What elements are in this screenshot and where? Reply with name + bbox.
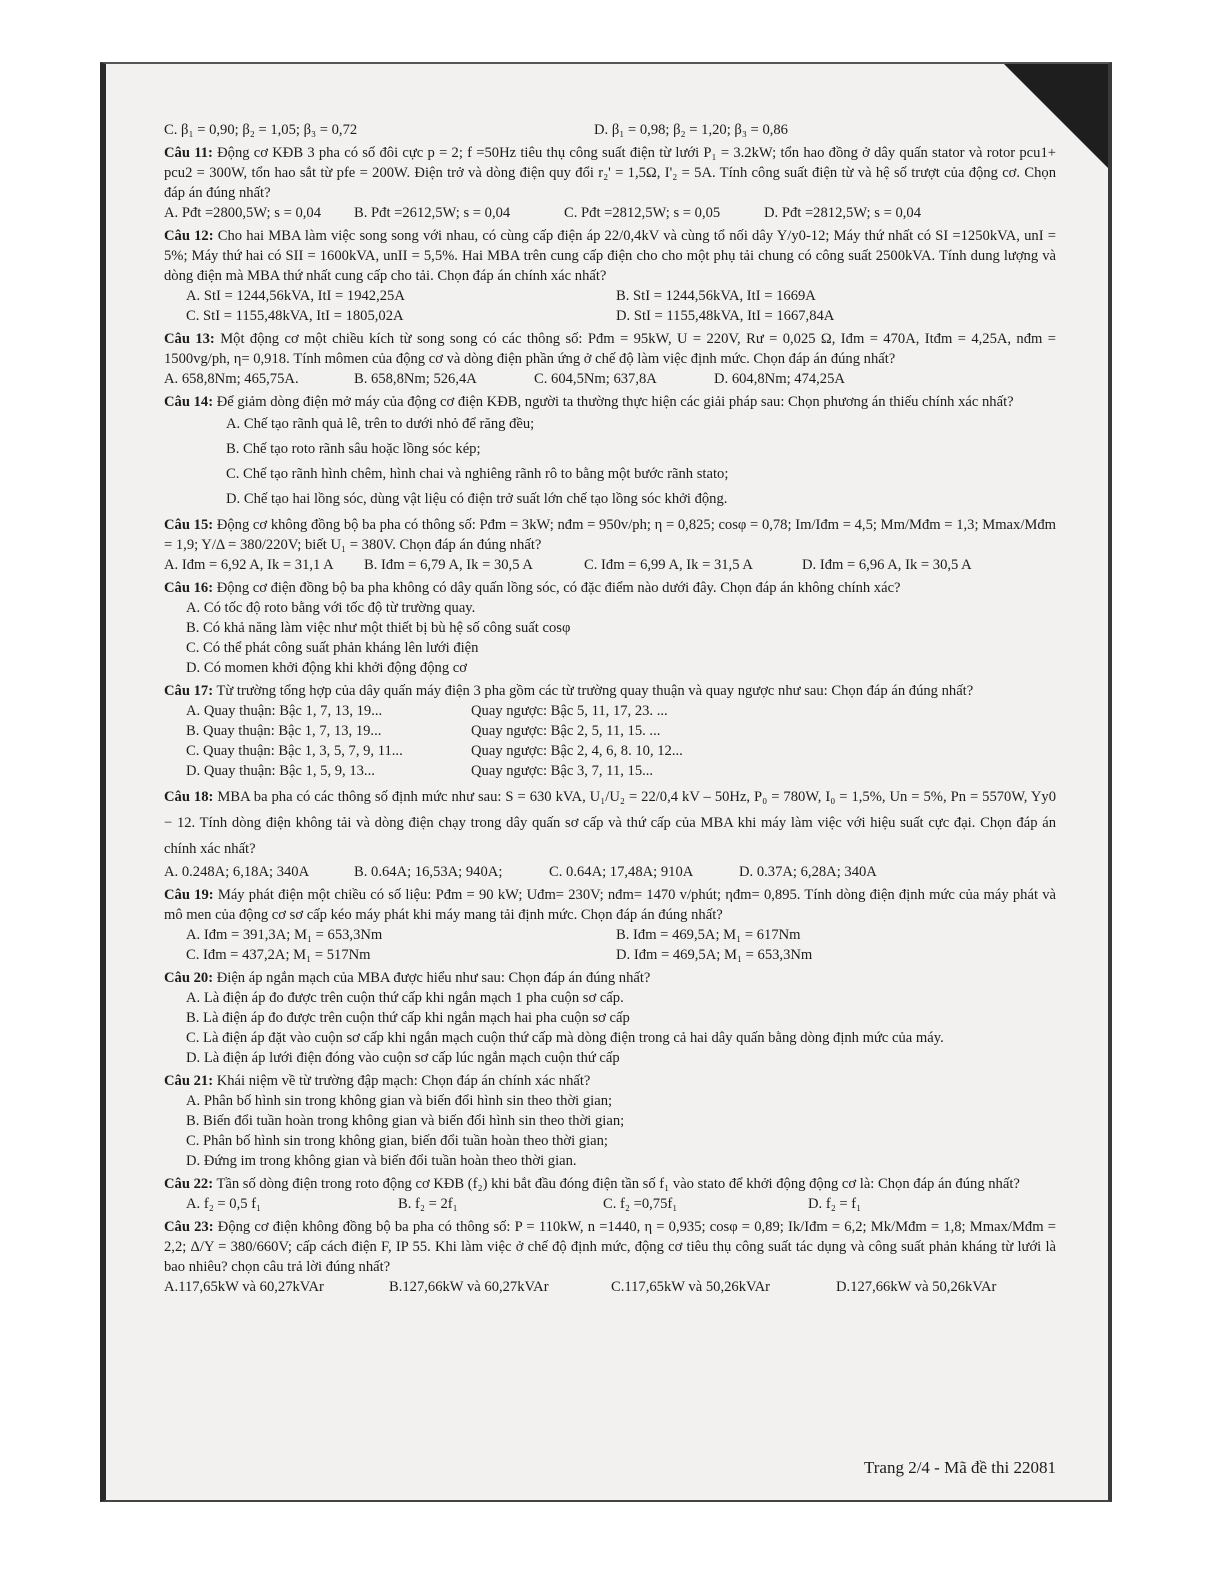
scan-margin: [0, 0, 100, 1585]
option-c: C. Có thể phát công suất phản kháng lên lưới điện: [186, 640, 479, 656]
option-c-backward: Quay ngược: Bậc 2, 4, 6, 8. 10, 12...: [471, 743, 683, 759]
option-b: B. 0.64A; 16,53A; 940A;: [354, 864, 503, 880]
option-b: B. Có khả năng làm việc như một thiết bị bù hệ số công suất cosφ: [186, 620, 571, 636]
question-16: [164, 578, 1056, 678]
option-a: A. Chế tạo rãnh quả lê, trên to dưới nhỏ để răng đều;: [226, 416, 535, 432]
option-d-forward: D. Quay thuận: Bậc 1, 5, 9, 13...: [186, 763, 375, 779]
question-number: Câu 17:: [164, 683, 214, 699]
page-footer: Trang 2/4 - Mã đề thi 22081: [863, 1458, 1056, 1477]
option-a: A. 0.248A; 6,18A; 340A: [164, 864, 310, 880]
option-d: D. Có momen khởi động khi khởi động động cơ: [186, 660, 467, 676]
option-a: A. Có tốc độ roto bằng với tốc độ từ trường quay.: [186, 600, 476, 616]
question-text: Cho hai MBA làm việc song song với nhau, có cùng cấp điện áp 22/0,4kV và cùng tổ nối dây Y/y0-12; Máy thứ nhất có SI =1250kVA, unI = 5%; Máy thứ hai có SII = 1600kVA, unII = 5,5%. Hai MBA trên cung cấp điện cho cho một phụ tải chung có công suất 2500kVA. Tính dung lượng và dòng điện mà MBA thứ nhất cung cấp cho tải. Chọn đáp án chính xác nhất?: [164, 228, 1056, 284]
option-c: C. 0.64A; 17,48A; 910A: [549, 864, 694, 880]
option-d: D. f₂ = f₁: [808, 1196, 862, 1212]
option-c: C. StI = 1155,48kVA, ItI = 1805,02A: [186, 308, 404, 324]
question-number: Câu 13:: [164, 331, 215, 347]
question-text: Từ trường tổng hợp của dây quấn máy điện 3 pha gồm các từ trường quay thuận và quay ngược như sau: Chọn đáp án đúng nhất?: [216, 683, 974, 699]
question-text: MBA ba pha có các thông số định mức như sau: S = 630 kVA, U₁/U₂ = 22/0,4 kV – 50Hz, P₀ = 780W, I₀ = 1,5%, Un = 5%, Pn = 5570W, Yy0 − 12. Tính dòng điện không tải và dòng điện chạy trong dây quấn sơ cấp và thứ cấp của MBA khi máy làm việc với hiệu suất cực đại. Chọn đáp án chính xác nhất?: [164, 789, 1056, 857]
question-number: Câu 22:: [164, 1176, 214, 1192]
question-number: Câu 11:: [164, 145, 213, 161]
question-15: [164, 515, 1056, 575]
question-text: Động cơ không đồng bộ ba pha có thông số: Pđm = 3kW; nđm = 950v/ph; η = 0,825; cosφ = 0,78; Im/Iđm = 4,5; Mm/Mđm = 1,3; Mmax/Mđm = 1,9; Y/Δ = 380/220V; biết U₁ = 380V. Chọn đáp án đúng nhất?: [164, 517, 1057, 553]
option-d: D. Đứng im trong không gian và biến đổi tuần hoàn theo thời gian.: [186, 1153, 577, 1169]
question-20: [164, 968, 1056, 1068]
option-c: C. β₁ = 0,90; β₂ = 1,05; β₃ = 0,72: [164, 122, 358, 138]
question-11: [164, 143, 1056, 223]
option-a-backward: Quay ngược: Bậc 5, 11, 17, 23. ...: [471, 703, 668, 719]
option-b-forward: B. Quay thuận: Bậc 1, 7, 13, 19...: [186, 723, 382, 739]
question-text: Khái niệm về từ trường đập mạch: Chọn đáp án chính xác nhất?: [216, 1073, 591, 1089]
option-d: D. Chế tạo hai lồng sóc, dùng vật liệu có điện trở suất lớn chế tạo lồng sóc khởi động.: [226, 491, 728, 507]
option-b-backward: Quay ngược: Bậc 2, 5, 11, 15. ...: [471, 723, 661, 739]
question-21: [164, 1071, 1056, 1171]
option-c: C. Iđm = 437,2A; M₁ = 517Nm: [186, 947, 371, 963]
option-b: B. Pđt =2612,5W; s = 0,04: [354, 205, 511, 221]
option-b: B. f₂ = 2f₁: [398, 1196, 458, 1212]
question-18: [164, 784, 1056, 882]
option-c: C. f₂ =0,75f₁: [603, 1196, 678, 1212]
question-number: Câu 18:: [164, 789, 214, 805]
question-23: [164, 1217, 1056, 1297]
option-a: A. 658,8Nm; 465,75A.: [164, 371, 299, 387]
question-number: Câu 12:: [164, 228, 214, 244]
question-number: Câu 23:: [164, 1219, 214, 1235]
question-13: [164, 329, 1056, 389]
option-c: C.117,65kW và 50,26kVAr: [611, 1279, 771, 1295]
option-d: D. Là điện áp lưới điện đóng vào cuộn sơ cấp lúc ngắn mạch cuộn thứ cấp: [186, 1050, 620, 1066]
question-text: Động cơ điện đồng bộ ba pha không có dây quấn lồng sóc, có đặc điểm nào dưới đây. Chọn đáp án không chính xác?: [216, 580, 901, 596]
option-d: D. StI = 1155,48kVA, ItI = 1667,84A: [616, 308, 835, 324]
option-a: A. Iđm = 391,3A; M₁ = 653,3Nm: [186, 927, 383, 943]
option-d-backward: Quay ngược: Bậc 3, 7, 11, 15...: [471, 763, 654, 779]
page-content: [164, 120, 1056, 1297]
exam-page: [100, 62, 1112, 1502]
option-d: D.127,66kW và 50,26kVAr: [836, 1279, 997, 1295]
question-text: Một động cơ một chiều kích từ song song có các thông số: Pđm = 95kW, U = 220V, Rư = 0,025 Ω, Iđm = 470A, Itđm = 4,25A, nđm = 1500vg/ph, η= 0,918. Tính mômen của động cơ và dòng điện phần ứng ở chế độ làm việc định mức. Chọn đáp án đúng nhất?: [164, 331, 1056, 367]
option-b: B. Biến đổi tuần hoàn trong không gian và biến đổi hình sin theo thời gian;: [186, 1113, 625, 1129]
question-text: Máy phát điện một chiều có số liệu: Pđm = 90 kW; Uđm= 230V; nđm= 1470 v/phút; ηđm= 0,895. Tính dòng điện định mức của máy phát và mô men của động cơ sơ cấp kéo máy phát khi máy mang tải định mức. Chọn đáp án đúng nhất?: [164, 887, 1056, 923]
option-d: D. 604,8Nm; 474,25A: [714, 371, 845, 387]
question-19: [164, 885, 1056, 965]
prev-question-options: [164, 120, 1056, 140]
option-a: A.117,65kW và 60,27kVAr: [164, 1279, 324, 1295]
option-b: B. Iđm = 6,79 A, Ik = 30,5 A: [364, 557, 533, 573]
question-14: [164, 392, 1056, 512]
question-text: Điện áp ngắn mạch của MBA được hiểu như sau: Chọn đáp án đúng nhất?: [216, 970, 651, 986]
option-a-forward: A. Quay thuận: Bậc 1, 7, 13, 19...: [186, 703, 383, 719]
question-12: [164, 226, 1056, 326]
option-d: D. Iđm = 469,5A; M₁ = 653,3Nm: [616, 947, 813, 963]
option-b: B. Iđm = 469,5A; M₁ = 617Nm: [616, 927, 801, 943]
option-d: D. 0.37A; 6,28A; 340A: [739, 864, 877, 880]
option-d: D. Iđm = 6,96 A, Ik = 30,5 A: [802, 557, 972, 573]
option-b: B.127,66kW và 60,27kVAr: [389, 1279, 549, 1295]
option-c-forward: C. Quay thuận: Bậc 1, 3, 5, 7, 9, 11...: [186, 743, 403, 759]
question-text: Tần số dòng điện trong roto động cơ KĐB (f₂) khi bắt đầu đóng điện tần số f₁ vào stato để khởi động động cơ là: Chọn đáp án đúng nhất?: [216, 1176, 1020, 1192]
question-text: Để giảm dòng điện mở máy của động cơ điện KĐB, người ta thường thực hiện các giải pháp sau: Chọn phương án thiếu chính xác nhất?: [216, 394, 1014, 410]
option-b: B. Chế tạo roto rãnh sâu hoặc lồng sóc kép;: [226, 441, 481, 457]
option-a: A. StI = 1244,56kVA, ItI = 1942,25A: [186, 288, 405, 304]
question-text: Động cơ KĐB 3 pha có số đôi cực p = 2; f =50Hz tiêu thụ công suất điện từ lưới P₁ = 3.2kW; tổn hao đồng ở dây quấn stator và rotor pcu1+ pcu2 = 300W, tổn hao sắt từ pfe = 200W. Điện trở và dòng điện quy đổi r₂' = 1,5Ω, I'₂ = 5A. Tính công suất điện từ và hệ số trượt của động cơ. Chọn đáp án đúng nhất?: [164, 145, 1056, 201]
option-a: A. Pđt =2800,5W; s = 0,04: [164, 205, 321, 221]
question-number: Câu 20:: [164, 970, 214, 986]
option-b: B. 658,8Nm; 526,4A: [354, 371, 477, 387]
question-22: [164, 1174, 1056, 1214]
question-number: Câu 15:: [164, 517, 214, 533]
question-number: Câu 21:: [164, 1073, 214, 1089]
option-d: D. β₁ = 0,98; β₂ = 1,20; β₃ = 0,86: [594, 122, 788, 138]
option-b: B. Là điện áp đo được trên cuộn thứ cấp khi ngắn mạch hai pha cuộn sơ cấp: [186, 1010, 630, 1026]
option-b: B. StI = 1244,56kVA, ItI = 1669A: [616, 288, 816, 304]
option-a: A. f₂ = 0,5 f₁: [186, 1196, 262, 1212]
option-c: C. Là điện áp đặt vào cuộn sơ cấp khi ngắn mạch cuộn thứ cấp mà dòng điện trong cả hai dây quấn bằng dòng định mức của máy.: [186, 1030, 944, 1046]
question-17: [164, 681, 1056, 781]
option-a: A. Phân bố hình sin trong không gian và biến đổi hình sin theo thời gian;: [186, 1093, 613, 1109]
option-a: A. Iđm = 6,92 A, Ik = 31,1 A: [164, 557, 334, 573]
option-c: C. 604,5Nm; 637,8A: [534, 371, 657, 387]
option-c: C. Iđm = 6,99 A, Ik = 31,5 A: [584, 557, 753, 573]
option-c: C. Chế tạo rãnh hình chêm, hình chai và nghiêng rãnh rô to bằng một bước rãnh stato;: [226, 466, 729, 482]
option-d: D. Pđt =2812,5W; s = 0,04: [764, 205, 921, 221]
option-c: C. Phân bố hình sin trong không gian, biến đổi tuần hoàn theo thời gian;: [186, 1133, 608, 1149]
question-number: Câu 19:: [164, 887, 214, 903]
question-number: Câu 14:: [164, 394, 214, 410]
option-c: C. Pđt =2812,5W; s = 0,05: [564, 205, 721, 221]
question-text: Động cơ điện không đồng bộ ba pha có thông số: P = 110kW, n =1440, η = 0,935; cosφ = 0,89; Ik/Iđm = 6,2; Mk/Mđm = 1,8; Mmax/Mđm = 2,2; Δ/Y = 380/660V; cấp cách điện F, IP 55. Khi làm việc ở chế độ định mức, động cơ tiêu thụ công suất tác dụng và công suất phản kháng từ lưới là bao nhiêu? chọn câu trả lời đúng nhất?: [164, 1219, 1056, 1275]
option-a: A. Là điện áp đo được trên cuộn thứ cấp khi ngắn mạch 1 pha cuộn sơ cấp.: [186, 990, 624, 1006]
question-number: Câu 16:: [164, 580, 214, 596]
